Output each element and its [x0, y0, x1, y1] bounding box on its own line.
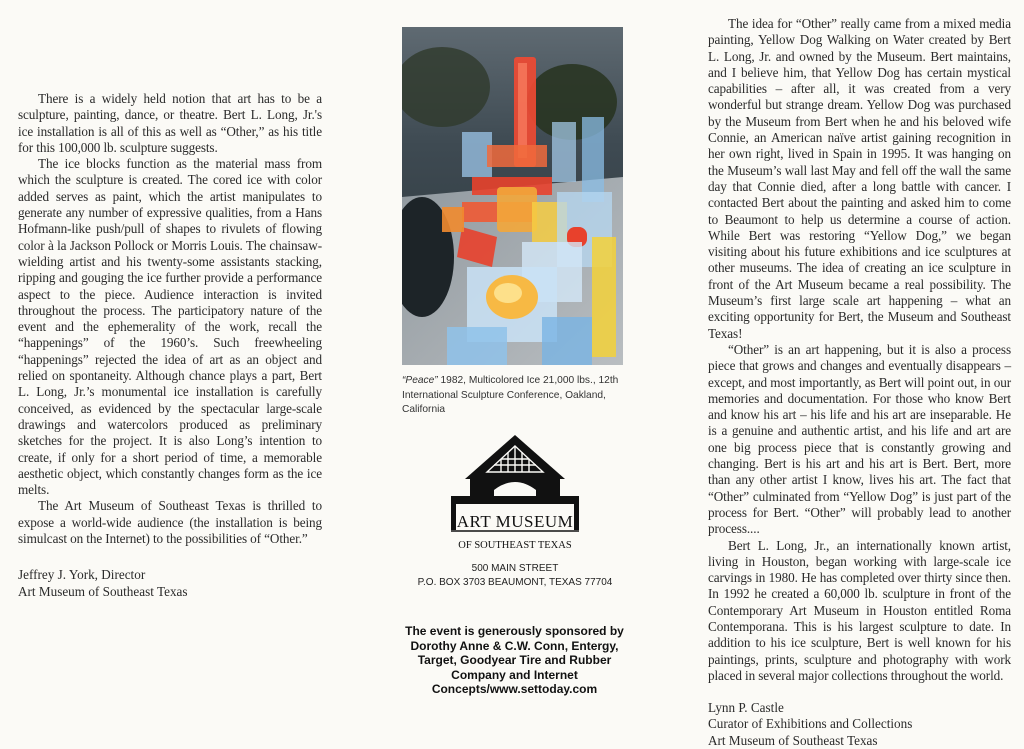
museum-building-icon [448, 432, 582, 558]
right-paragraph: The idea for “Other” really came from a mixed media painting, Yellow Dog Walking on Water created by Bert L. Long, Jr. and owned by the Museum. Bert maintains, and I believe him, that Yellow Dog has certain mystical capabilities – after all, it was created from a very wonderful but strange dream. Yellow Dog was purchased by the Museum from Bert when he and his beloved wife Connie, an American naïve artist gaining recognition in her own right, lived in Spain in 1995. It was hanging on the Museum’s wall last May and fell off the wall the same day that Connie died, after a long battle with cancer. I contacted Bert about the painting and asked him to come to Beaumont to help us determine a course of action. While Bert was restoring “Yellow Dog,” we began visiting about his future exhibitions and ice sculptures at other museums. The idea of creating an ice sculpture in front of the Art Museum became a real possibility. The Museum’s first large scale art happening – what an exciting opportunity for Bert, the Museum and Southeast Texas! [708, 16, 1011, 341]
right-signature-name: Lynn P. Castle [708, 700, 784, 716]
left-paragraph: There is a widely held notion that art has to be a sculpture, painting, dance, or theatre. Bert L. Long, Jr.'s ice installation is all of this as well as “Other,” as his title for this 100,000 lb. sculpture suggests. [18, 91, 322, 155]
museum-logo [448, 432, 582, 558]
right-paragraph: Bert L. Long, Jr., an internationally known artist, living in Houston, began working with large-scale ice carvings in 1980. He has completed over thirty since then. In 1992 he created a 60,000 lb. sculpture in front of the Contemporary Art Museum in Houston entitled Roma Contemporana. This is his largest sculpture to date. In addition to his ice sculpture, Bert is well known for his paintings, prints, sculpture and photography with work placed in several major collections throughout the world. [708, 537, 1011, 683]
right-paragraph: “Other” is an art happening, but it is also a process piece that grows and changes and eventually disappears – except, and most importantly, as Bert will point out, in our memories and documentation. For those who know Bert and know his art – his life and his art are inseparable. He is a genuine and authentic artist, and his life and art are one big process piece that is constantly growing and changing. Bert is his art and his art is Bert. Bert, more than any other artist I know, lives his art. The fact that “Other” culminated from “Yellow Dog” is just part of the process for Bert. “Other” will probably lead to another process.... [708, 341, 1011, 537]
logo-title: ART MUSEUM [456, 512, 574, 531]
museum-address [395, 562, 635, 590]
right-signature-org: Art Museum of Southeast Texas [708, 732, 878, 748]
left-paragraph: The Art Museum of Southeast Texas is thrilled to expose a world-wide audience (the installation is being simulcast on the Internet) to the possibilities of “Other.” [18, 498, 322, 547]
caption-title: “Peace” [402, 375, 438, 386]
address-street: 500 MAIN STREET [471, 563, 559, 574]
sponsor-note: The event is generously sponsored by Dorothy Anne & C.W. Conn, Entergy, Target, Goodyear Tire and Rubber Company and Internet Concepts/www.settoday.com [405, 624, 624, 696]
left-paragraph: The ice blocks function as the material mass from which the sculpture is created. The cored ice with color added serves as paint, which the artist manipulates to generate any number of expressive qualities, from a Hans Hofmann-like push/pull of shapes to rivulets of flowing color à la Jackson Pollock or Morris Louis. The chainsaw-wielding artist and his twenty-some assistants stacking, ripping and gouging the ice further provide a performance aspect to the piece. Audience interaction is invited throughout the process. The participatory nature of the event and the ephemerality of the work, recall the “happenings” of the 1960’s. Such freewheeling “happenings” rejected the idea of art as an object and relied on spontaneity. Although chance plays a part, Bert L. Long, Jr.’s monumental ice installation is carefully conceived, as evidenced by the spectacular large-scale drawings and watercolors produced as preliminary sketches for the project. It is also Long’s intention to create, if only for a short period of time, a memorable aesthetic object, which constantly changes form as the ice melts. [18, 156, 322, 498]
ice-sculpture-photo [402, 27, 623, 365]
photo-caption [402, 374, 632, 418]
ice-sculpture-illustration [402, 27, 623, 365]
left-signature-name: Jeffrey J. York, Director [18, 567, 146, 583]
left-signature-org: Art Museum of Southeast Texas [18, 583, 188, 599]
left-column [18, 91, 322, 600]
right-column [708, 16, 1011, 749]
caption-details: 1982, Multicolored Ice 21,000 lbs., 12th International Sculpture Conference, Oakland, California [402, 375, 619, 415]
right-signature-title: Curator of Exhibitions and Collections [708, 716, 913, 732]
address-po-box: P.O. BOX 3703 BEAUMONT, TEXAS 77704 [417, 577, 613, 588]
logo-subtitle: OF SOUTHEAST TEXAS [458, 540, 572, 551]
